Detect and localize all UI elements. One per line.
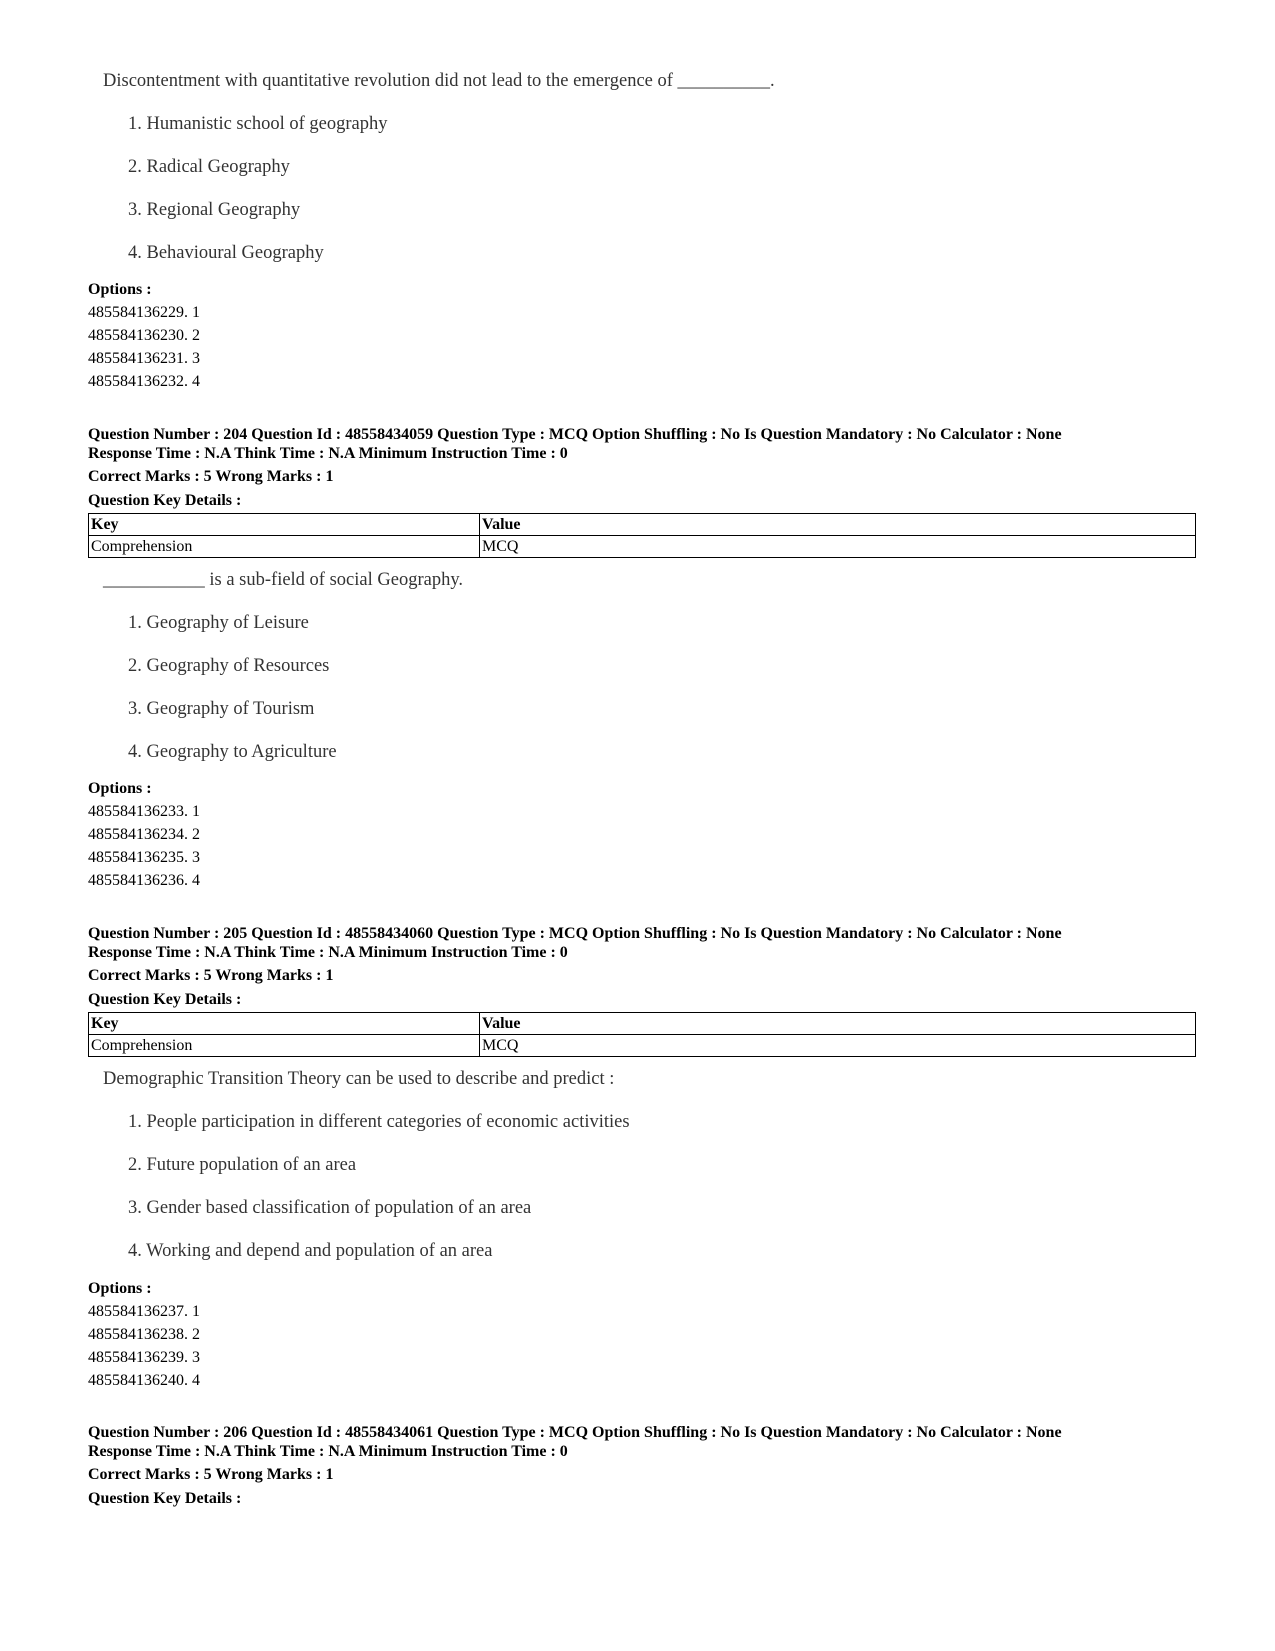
option-line: 485584136239. 3 xyxy=(88,1349,200,1366)
choice-item: 4. Behavioural Geography xyxy=(128,243,324,263)
table-cell-key: Comprehension xyxy=(89,536,480,558)
key-value-table xyxy=(88,513,1196,558)
key-details-label: Question Key Details : xyxy=(88,492,242,509)
question-stem: ___________ is a sub-field of social Geography. xyxy=(103,570,463,590)
key-details-label: Question Key Details : xyxy=(88,991,242,1008)
option-line: 485584136234. 2 xyxy=(88,826,200,843)
choice-item: 3. Geography of Tourism xyxy=(128,699,315,719)
marks-line: Correct Marks : 5 Wrong Marks : 1 xyxy=(88,1466,334,1483)
question-meta: Question Number : 206 Question Id : 48558434061 Question Type : MCQ Option Shuffling : No Is Question Mandatory : No Calculator : None xyxy=(88,1424,1062,1441)
table-cell-key: Comprehension xyxy=(89,1035,480,1057)
choice-item: 4. Geography to Agriculture xyxy=(128,742,337,762)
question-stem: Demographic Transition Theory can be used to describe and predict : xyxy=(103,1069,615,1089)
table-header-key: Key xyxy=(89,1013,480,1035)
choice-item: 1. Geography of Leisure xyxy=(128,613,309,633)
table-header-value: Value xyxy=(480,1013,1196,1035)
option-line: 485584136233. 1 xyxy=(88,803,200,820)
choice-item: 2. Radical Geography xyxy=(128,157,290,177)
option-line: 485584136232. 4 xyxy=(88,373,200,390)
table-cell-value: MCQ xyxy=(480,536,1196,558)
option-line: 485584136230. 2 xyxy=(88,327,200,344)
key-value-table xyxy=(88,1012,1196,1057)
table-header-value: Value xyxy=(480,514,1196,536)
question-meta: Question Number : 205 Question Id : 48558434060 Question Type : MCQ Option Shuffling : No Is Question Mandatory : No Calculator : None xyxy=(88,925,1062,942)
question-stem: Discontentment with quantitative revolution did not lead to the emergence of __________. xyxy=(103,71,775,91)
option-line: 485584136231. 3 xyxy=(88,350,200,367)
question-meta: Response Time : N.A Think Time : N.A Minimum Instruction Time : 0 xyxy=(88,944,568,961)
option-line: 485584136238. 2 xyxy=(88,1326,200,1343)
marks-line: Correct Marks : 5 Wrong Marks : 1 xyxy=(88,468,334,485)
table-cell-value: MCQ xyxy=(480,1035,1196,1057)
option-line: 485584136236. 4 xyxy=(88,872,200,889)
choice-item: 3. Gender based classification of population of an area xyxy=(128,1198,532,1218)
options-label: Options : xyxy=(88,281,152,298)
key-details-label: Question Key Details : xyxy=(88,1490,242,1507)
option-line: 485584136237. 1 xyxy=(88,1303,200,1320)
question-meta: Response Time : N.A Think Time : N.A Minimum Instruction Time : 0 xyxy=(88,1443,568,1460)
marks-line: Correct Marks : 5 Wrong Marks : 1 xyxy=(88,967,334,984)
choice-item: 2. Geography of Resources xyxy=(128,656,330,676)
option-line: 485584136229. 1 xyxy=(88,304,200,321)
question-meta: Question Number : 204 Question Id : 48558434059 Question Type : MCQ Option Shuffling : No Is Question Mandatory : No Calculator : None xyxy=(88,426,1062,443)
choice-item: 1. People participation in different categories of economic activities xyxy=(128,1112,630,1132)
options-label: Options : xyxy=(88,1280,152,1297)
option-line: 485584136235. 3 xyxy=(88,849,200,866)
table-header-key: Key xyxy=(89,514,480,536)
choice-item: 4. Working and depend and population of an area xyxy=(128,1241,493,1261)
question-meta: Response Time : N.A Think Time : N.A Minimum Instruction Time : 0 xyxy=(88,445,568,462)
choice-item: 2. Future population of an area xyxy=(128,1155,357,1175)
choice-item: 3. Regional Geography xyxy=(128,200,301,220)
choice-item: 1. Humanistic school of geography xyxy=(128,114,388,134)
option-line: 485584136240. 4 xyxy=(88,1372,200,1389)
options-label: Options : xyxy=(88,780,152,797)
